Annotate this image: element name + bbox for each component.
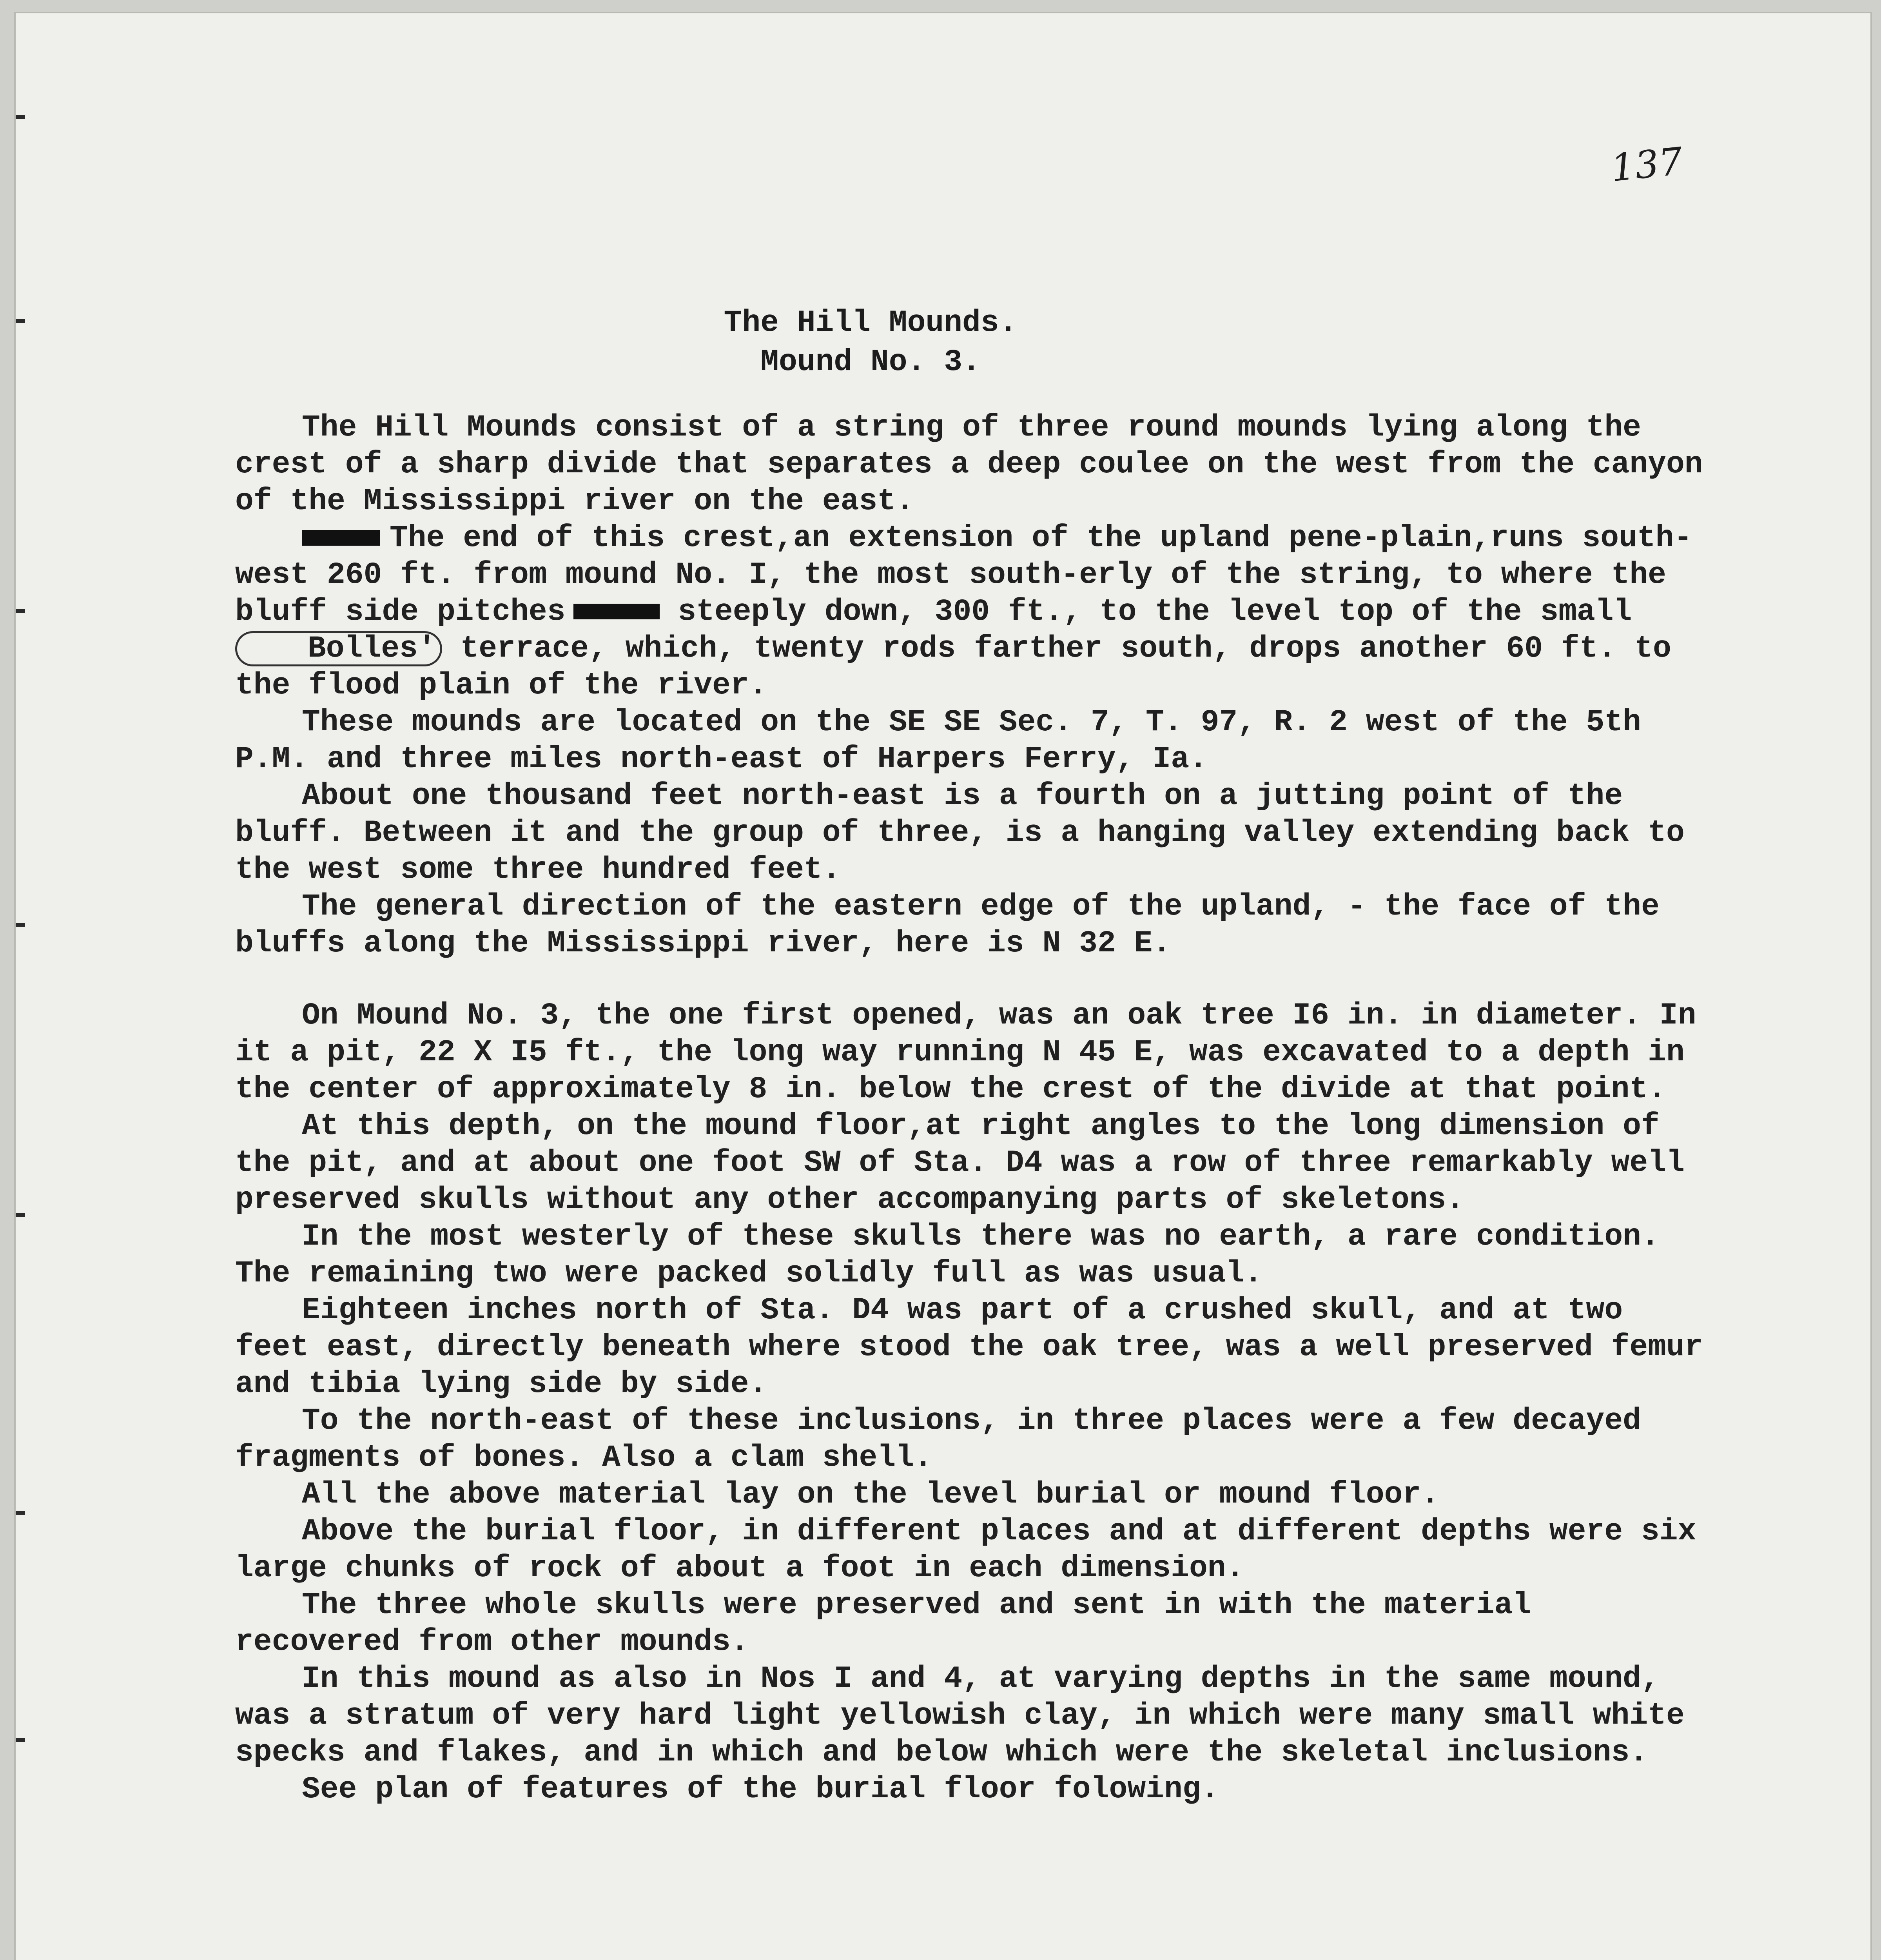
paragraph: In this mound as also in Nos I and 4, at varying depths in the same mound, was a stratum of very hard light yellowish clay, in which were many small white specks and flakes, and in which and below which were the skeletal inclusions. <box>235 1662 1685 1770</box>
paragraph: The general direction of the eastern edge of the upland, - the face of the bluffs along the Mississippi river, here is N 32 E. <box>235 889 1660 961</box>
margin-tick <box>16 609 25 613</box>
document-page <box>14 12 1872 1960</box>
circled-word: Bolles' <box>235 631 442 666</box>
paragraph: To the north-east of these inclusions, in three places were a few decayed fragments of bones. Also a clam shell. <box>235 1404 1641 1475</box>
margin-tick <box>16 115 25 119</box>
handwritten-page-number: 137 <box>1609 139 1685 191</box>
paragraph: The Hill Mounds consist of a string of three round mounds lying along the crest of a sharp divide that separates a deep coulee on the west from the canyon of the Mississippi river on the east. <box>235 410 1703 519</box>
margin-tick <box>16 1738 25 1742</box>
document-subtitle: Mound No. 3. <box>760 345 981 379</box>
redaction-mark <box>573 604 660 619</box>
paragraph: About one thousand feet north-east is a fourth on a jutting point of the bluff. Between it and the group of three, is a hanging valley extending back to the west some three hundred feet. <box>235 779 1685 887</box>
document-title: The Hill Mounds. <box>724 306 1018 340</box>
title-block <box>16 303 1870 382</box>
paragraph: The three whole skulls were preserved and sent in with the material recovered from other mounds. <box>235 1588 1531 1659</box>
redaction-mark <box>302 530 380 546</box>
margin-tick <box>16 1213 25 1217</box>
paragraph: These mounds are located on the SE SE Sec. 7, T. 97, R. 2 west of the 5th P.M. and three miles north-east of Harpers Ferry, Ia. <box>235 705 1641 777</box>
paragraph: In the most westerly of these skulls there was no earth, a rare condition. The remaining two were packed solidly full as was usual. <box>235 1220 1660 1291</box>
body-text <box>235 409 1709 1808</box>
paragraph: At this depth, on the mound floor,at right angles to the long dimension of the pit, and at about one foot SW of Sta. D4 was a row of three remarkably well preserved skulls without any other accompanying parts of skeletons. <box>235 1109 1685 1217</box>
margin-tick <box>16 923 25 927</box>
paragraph: On Mound No. 3, the one first opened, was an oak tree I6 in. in diameter. In it a pit, 22 X I5 ft., the long way running N 45 E, was excavated to a depth in the center of approximately 8 in. below the crest of the divide at that point. <box>235 998 1696 1107</box>
paragraph: All the above material lay on the level burial or mound floor. <box>302 1477 1440 1512</box>
paragraph: Eighteen inches north of Sta. D4 was part of a crushed skull, and at two feet east, directly beneath where stood the oak tree, was a well preserved femur and tibia lying side by side. <box>235 1293 1703 1401</box>
margin-tick <box>16 1511 25 1515</box>
paragraph: Above the burial floor, in different places and at different depths were six large chunks of rock of about a foot in each dimension. <box>235 1514 1696 1586</box>
paragraph: The end of this crest,an extension of the upland pene-plain,runs south-west 260 ft. from mound No. I, the most south-erly of the string, to where the bluff side pitches steeply down, 300 ft., to the level top of the small Bolles' terrace, which, twenty rods farther south, drops another 60 ft. to the flood plain of the river. <box>235 521 1692 703</box>
paragraph: See plan of features of the burial floor folowing. <box>302 1772 1219 1807</box>
